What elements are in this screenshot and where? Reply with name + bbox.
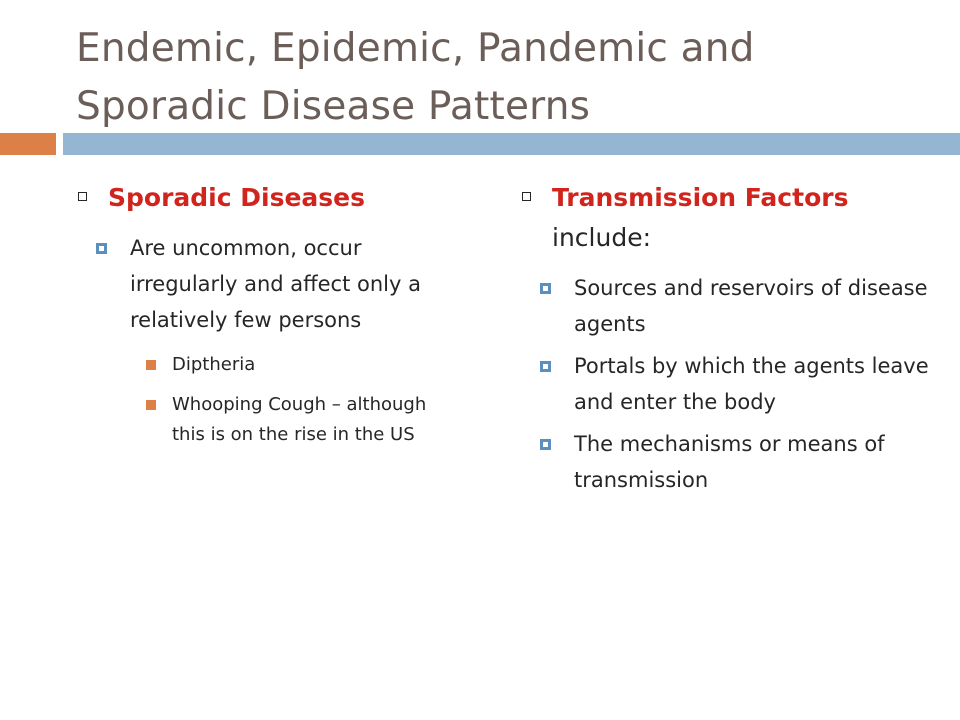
right-heading: Transmission Factors <box>552 183 849 212</box>
blue-square-bullet-icon <box>540 283 551 294</box>
right-point-2 <box>536 426 940 498</box>
left-point-text: Are uncommon, occur irregularly and affect only a relatively few persons <box>130 236 421 332</box>
left-heading: Sporadic Diseases <box>108 183 366 212</box>
blue-square-bullet-icon <box>540 361 551 372</box>
slide-title-line-2: Sporadic Disease Patterns <box>76 84 591 129</box>
hollow-square-bullet-icon <box>78 192 87 201</box>
left-points <box>76 230 454 338</box>
left-heading-item <box>76 178 454 218</box>
left-point-0 <box>92 230 454 338</box>
right-point-0 <box>536 270 940 342</box>
slide-title <box>76 20 936 136</box>
left-subpoint-text: Diptheria <box>172 354 256 375</box>
left-subpoints <box>76 350 454 450</box>
title-rule-orange <box>0 133 56 155</box>
right-heading-suffix: include: <box>552 223 651 252</box>
slide-title-line-1: Endemic, Epidemic, Pandemic and <box>76 26 755 71</box>
blue-square-bullet-icon <box>96 243 107 254</box>
right-points <box>520 270 940 498</box>
title-rule-blue <box>63 133 960 155</box>
hollow-square-bullet-icon <box>522 192 531 201</box>
right-column <box>520 178 940 504</box>
left-subpoint-1 <box>132 390 454 450</box>
right-point-text: The mechanisms or means of transmission <box>574 432 885 492</box>
right-point-text: Sources and reservoirs of disease agents <box>574 276 928 336</box>
orange-square-bullet-icon <box>146 360 156 370</box>
right-point-text: Portals by which the agents leave and enter the body <box>574 354 929 414</box>
right-heading-item <box>520 178 940 258</box>
blue-square-bullet-icon <box>540 439 551 450</box>
left-subpoint-text: Whooping Cough – although this is on the rise in the US <box>172 394 427 445</box>
orange-square-bullet-icon <box>146 400 156 410</box>
left-column <box>76 178 454 460</box>
right-point-1 <box>536 348 940 420</box>
left-subpoint-0 <box>132 350 454 380</box>
